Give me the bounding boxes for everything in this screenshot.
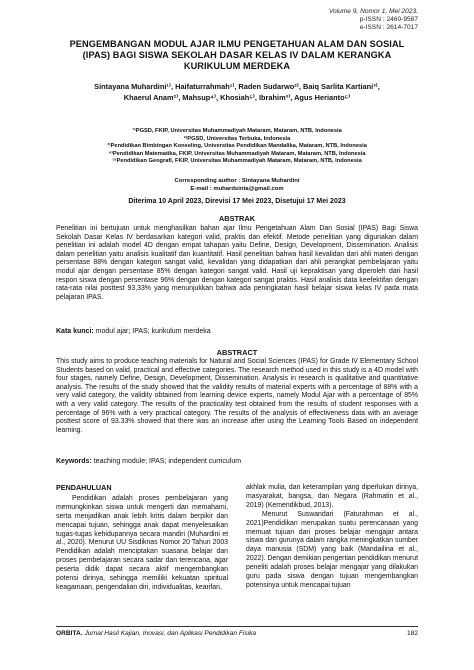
affiliation-item: ⁵⁾Pendidikan Geografi, FKIP, Universitas Muhammadiyah Mataram, Mataram, NTB, Indonesia [112,158,362,164]
journal-meta [329,8,418,33]
section-heading: PENDAHULUAN [56,483,112,492]
volume-line: Volume 9, Nomor 1, Mei 2023. [328,8,418,15]
page-footer [56,630,418,637]
pissn: p-ISSN : 2460-9587 [359,16,418,24]
right-column [246,484,418,591]
left-column [56,484,228,593]
affiliation-item: ³⁾Pendidikan Bimbingan Konseling, Universitas Pendidikan Mandalika, Mataram, NTB, Indonesia [107,143,367,149]
abstract-body: This study aims to produce teaching materials for Natural and Social Sciences (IPAS) for Grade IV Elementary School Students based on valid, practical and effective categories. The research method used in this study is a 4D model with four stages, namely Define, Design, Development, Dissemination. Analysis in research is qualitative and quantitative analysis. The results of the study showed that the validity results of material experts with a percentage of 88% with a very valid category, the validity obtained from learning device experts, namely Modul Ajar with a percentage of 85% with a very valid category. The results of the practicality test obtained from the results of student responses with a percentage of 96% with a very practical category. The results of the analysis of effectiveness data with an average posttest score of 93.33% showed that there was an increase after using the Learning Tools Based on independent learning. [56,358,418,434]
submission-dates: Diterima 10 April 2023, Direvisi 17 Mei 2023, Disetujui 17 Mei 2023 [128,198,346,205]
intro-paragraph-2: akhlak mulia, dan keterampilan yang diperlukan dirinya, masyarakat, bangsa, dan Negara (Rahmatin et al., 2019) (Kemendikbud, 2013). [246,484,418,509]
abstract-heading: ABSTRACT [216,348,258,357]
abstrak-heading: ABSTRAK [218,214,256,223]
page-number: 182 [406,630,418,637]
corresponding-name: Corresponding author : Sintayana Muhardini [174,178,300,184]
abstrak-body: Penelitian ini bertujuan untuk menghasilkan bahan ajar Ilmu Pengetahuan Alam Dan Sosial (IPAS) Bagi Siswa Sekolah Dasar Kelas IV berdasarkan kategori valid, praktis dan efektif. Metode penelitian yang digunakan dalam penelitian ini adalah model 4D dengan empat tahapan yaitu Define, Design, Development, Dissemination. Analisis dalam penelitian yaitu analisis kualitatif dan kuantitatif. Hasil penelitian bahwa hasil kevalidan dari ahli materi dengan persentase 88% dengan kategori sangat valid, kevalidan yang didapatkan dari ahli perangkat pembelajaran yaitu modul ajar dengan persentase 85% dengan kategori sangat valid. Hasil uji kepraktisan yang diperoleh dari hasil respon siswa dengan persentase 96% dengan dengan kategori sangat praktis. Hasil analisis data keefektifan dengan rata-rata nilai posttest 93,33% yang menunjukkan bahwa ada peningkatan hasil belajar siswa kelas IV pada mata pelajaran IPAS. [56,225,418,301]
corresponding-author [56,178,418,194]
authors-line-2: Khaerul Anam²⁾, Mahsup⁴⁾, Khosiah⁵⁾, Ibrahim³⁾, Agus Herianto⁵⁾ [123,92,351,102]
eissn: e-ISSN : 2614-7017 [359,24,418,32]
kata-kunci-value: modul ajar; IPAS; kurikulum merdeka [93,328,211,335]
journal-name: ORBITA. [56,630,83,637]
intro-paragraph-3: Menurut Suswandari (Faturahman et al., 2021)Pendidikan merupakan suatu perencanaan yang memuat tujuan dari proses belajar mengajar antara siswa dan gurunya dalam rangka meningkatkan sumber daya manusia (SDM) yang baik (Mandailina et al., 2022). Dengan demikian pengertian pendidikan menurut peneliti adalah proses belajar mengajar yang dilakukan guru pada siswa dengan tujuan mengembangkan potensinya untuk mencapai tujuan [246,510,419,589]
intro-paragraph-1: Pendidikan adalah proses pembelajaran yang memungkinkan siswa untuk mengerti dan memahami, serta menjadikan anak lebih kritis dalam berpikir dan mencapai tujuan, sehingga anak dapat menyelesaikan tugas-tugas kehidupannya secara mandiri (Muhardini et al., 2020). Menurut UU Sisdiknas Nomor 20 Tahun 2003 Pendidikan adalah menciptakan suasana belajar dan proses pembelajaran secara sadar dan terencana, agar peserta didik dapat secara aktif mengembangkan potensi dirinya, sehingga memiliki kekuatan spiritual keagamaan, pengendalian diri, individualitas, kearifan, [56,494,228,591]
journal-subtitle: Jurnal Hasil Kajian, Inovasi, dan Aplikasi Pendidikan Fisika [82,630,257,637]
kata-kunci [56,328,418,335]
keywords-value: teaching module; IPAS; independent curriculum [91,458,242,465]
authors-line-1: Sintayana Muhardini¹⁾, Haifaturrahmah¹⁾, Raden Sudarwo²⁾, Baiq Sarlita Kartiani³⁾, [94,82,380,91]
affiliation-item: ²⁾PGSD, Universitas Terbuka, Indonesia [183,135,291,142]
author-list [56,82,418,103]
keywords [56,458,418,465]
affiliations [56,128,418,166]
keywords-label: Keywords: [56,458,92,465]
affiliation-item: ¹⁾PGSD, FKIP, Universitas Muhammadiyah Mataram, Mataram, NTB, Indonesia [132,128,342,134]
kata-kunci-label: Kata kunci: [56,328,94,335]
corresponding-email: E-mail : muhardsinta@gmail.com [190,185,284,192]
paper-title: PENGEMBANGAN MODUL AJAR ILMU PENGETAHUAN ALAM DAN SOSIAL (IPAS) BAGI SISWA SEKOLAH DASAR KELAS IV DALAM KERANGKA KURIKULUM MERDEKA [69,39,405,71]
footer-divider [56,626,418,627]
affiliation-item: ⁴⁾Pendidikan Matematika, FKIP, Universitas Muhammadiyah Mataram, Mataram, NTB, Indonesia [108,150,366,157]
